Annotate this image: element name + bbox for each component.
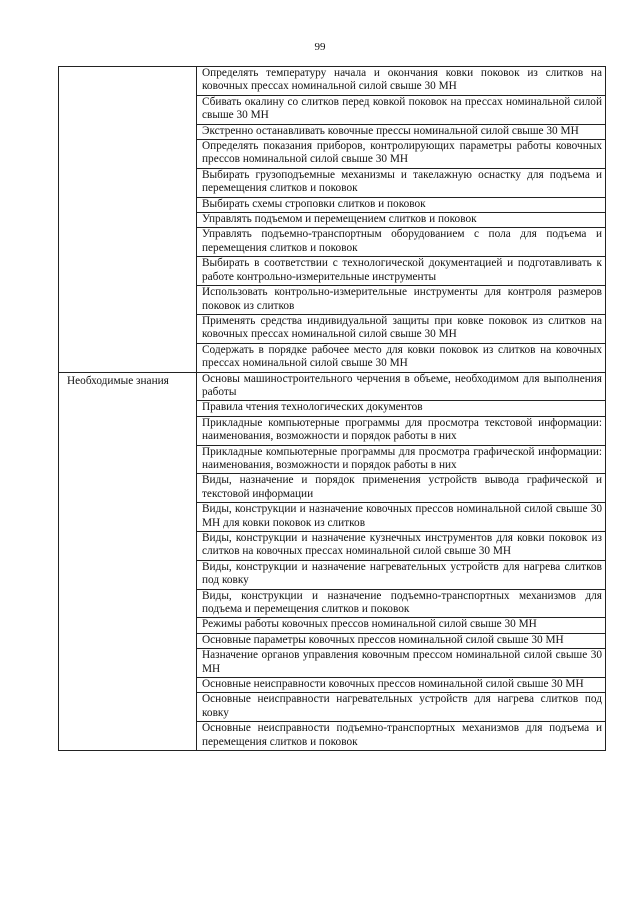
skill-item: Сбивать окалину со слитков перед ковкой поковок на прессах номинальной силой свыше 30 МН <box>197 95 606 124</box>
knowledge-item: Виды, конструкции и назначение кузнечных инструментов для ковки поковок из слитков на ковочных прессах номинальной силой свыше 30 МН <box>197 532 606 561</box>
requirements-table <box>58 66 606 751</box>
knowledge-item: Прикладные компьютерные программы для просмотра графической информации: наименования, возможности и порядок работы в них <box>197 445 606 474</box>
knowledge-item: Режимы работы ковочных прессов номинальной силой свыше 30 МН <box>197 618 606 633</box>
knowledge-item: Основные неисправности нагревательных устройств для нагрева слитков под ковку <box>197 693 606 722</box>
knowledge-item: Основы машиностроительного черчения в объеме, необходимом для выполнения работы <box>197 372 606 401</box>
skill-item: Использовать контрольно-измерительные инструменты для контроля размеров поковок из слитков <box>197 286 606 315</box>
skills-label-cell <box>59 67 197 373</box>
skill-item: Экстренно останавливать ковочные прессы номинальной силой свыше 30 МН <box>197 124 606 139</box>
knowledge-item: Основные неисправности ковочных прессов номинальной силой свыше 30 МН <box>197 678 606 693</box>
skills-section <box>59 67 606 373</box>
skill-item: Содержать в порядке рабочее место для ковки поковок из слитков на ковочных прессах номинальной силой свыше 30 МН <box>197 343 606 372</box>
skill-item: Определять показания приборов, контролирующих параметры работы ковочных прессов номинальной силой свыше 30 МН <box>197 140 606 169</box>
knowledge-section <box>59 372 606 751</box>
knowledge-item: Виды, назначение и порядок применения устройств вывода графической и текстовой информации <box>197 474 606 503</box>
skill-item: Выбирать грузоподъемные механизмы и такелажную оснастку для подъема и перемещения слитков и поковок <box>197 168 606 197</box>
skill-item: Определять температуру начала и окончания ковки поковок из слитков на ковочных прессах номинальной силой свыше 30 МН <box>197 67 606 96</box>
skill-item: Выбирать схемы строповки слитков и поковок <box>197 197 606 212</box>
knowledge-item: Прикладные компьютерные программы для просмотра текстовой информации: наименования, возможности и порядок работы в них <box>197 416 606 445</box>
knowledge-item: Назначение органов управления ковочным прессом номинальной силой свыше 30 МН <box>197 649 606 678</box>
skill-item: Управлять подъемом и перемещением слитков и поковок <box>197 213 606 228</box>
skill-item: Применять средства индивидуальной защиты при ковке поковок из слитков на ковочных прессах номинальной силой свыше 30 МН <box>197 314 606 343</box>
knowledge-item: Основные параметры ковочных прессов номинальной силой свыше 30 МН <box>197 633 606 648</box>
page-number: 99 <box>314 41 326 53</box>
knowledge-item: Правила чтения технологических документов <box>197 401 606 416</box>
table-row <box>59 372 606 401</box>
knowledge-item: Виды, конструкции и назначение подъемно-транспортных механизмов для подъема и перемещения слитков и поковок <box>197 589 606 618</box>
knowledge-item: Основные неисправности подъемно-транспортных механизмов для подъема и перемещения слитков и поковок <box>197 722 606 751</box>
knowledge-label-cell: Необходимые знания <box>59 372 197 751</box>
knowledge-item: Виды, конструкции и назначение ковочных прессов номинальной силой свыше 30 МН для ковки поковок из слитков <box>197 503 606 532</box>
skill-item: Управлять подъемно-транспортным оборудованием с пола для подъема и перемещения слитков и поковок <box>197 228 606 257</box>
skill-item: Выбирать в соответствии с технологической документацией и подготавливать к работе контрольно-измерительные инструменты <box>197 257 606 286</box>
knowledge-item: Виды, конструкции и назначение нагревательных устройств для нагрева слитков под ковку <box>197 560 606 589</box>
table-row <box>59 67 606 96</box>
